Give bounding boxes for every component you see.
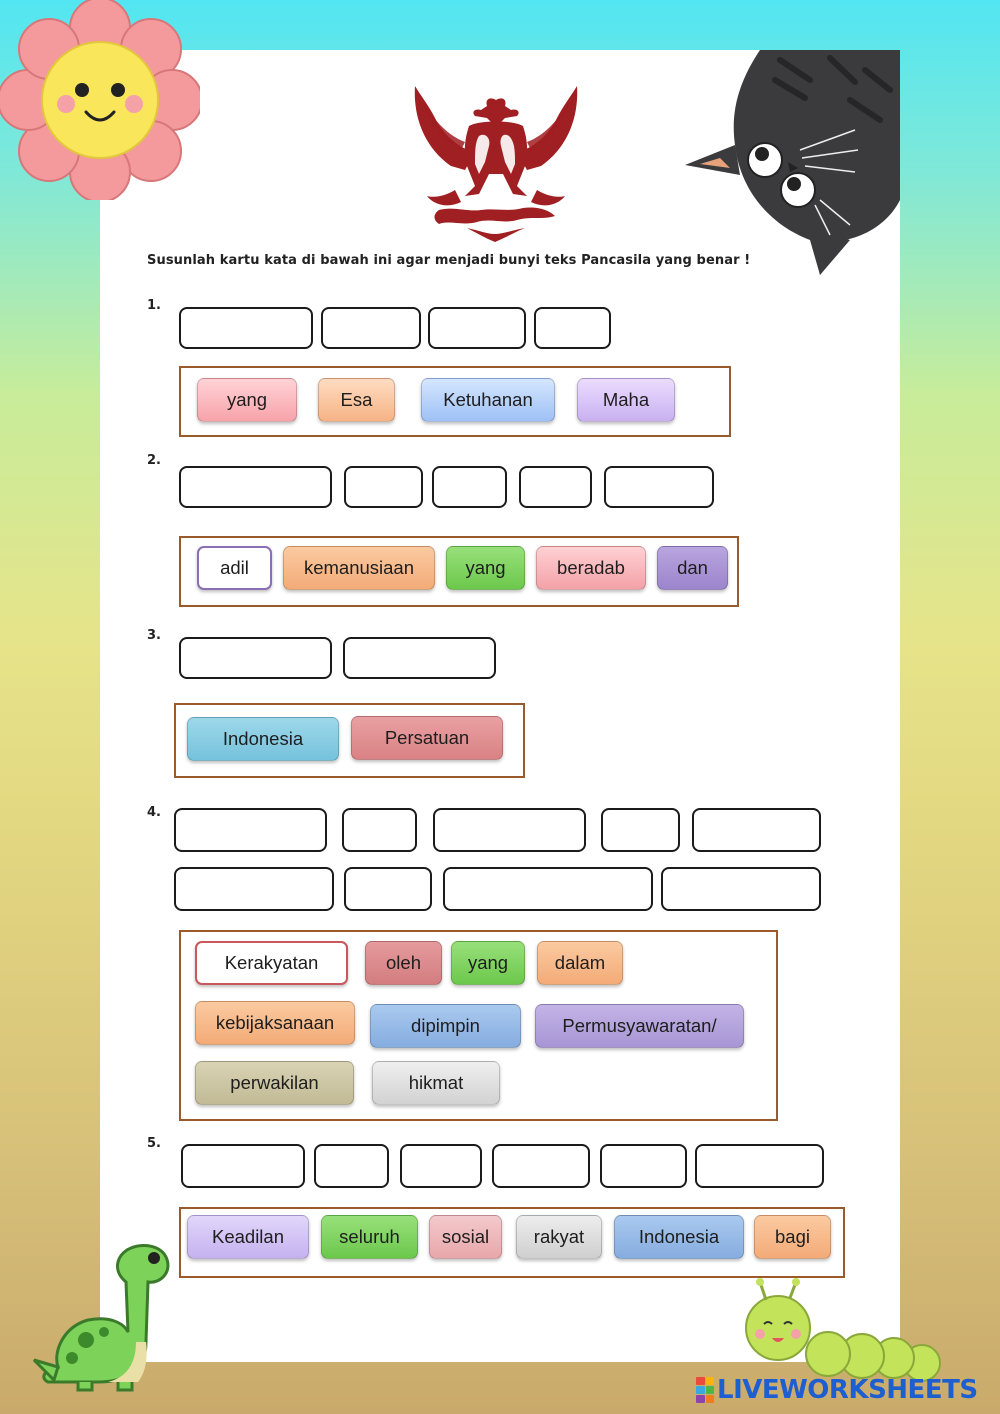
garuda-emblem-icon	[405, 78, 587, 244]
answer-slot[interactable]	[428, 307, 526, 349]
answer-slot[interactable]	[314, 1144, 389, 1188]
answer-slot[interactable]	[604, 466, 714, 508]
answer-slot[interactable]	[343, 637, 496, 679]
logo-tiles-icon	[696, 1377, 714, 1403]
answer-slot[interactable]	[492, 1144, 590, 1188]
word-card[interactable]: Indonesia	[187, 717, 339, 761]
word-card[interactable]: Persatuan	[351, 716, 503, 760]
answer-slot[interactable]	[534, 307, 611, 349]
answer-slot[interactable]	[344, 867, 432, 911]
word-card[interactable]: dipimpin	[370, 1004, 521, 1048]
word-card[interactable]: Ketuhanan	[421, 378, 555, 422]
word-card[interactable]: kebijaksanaan	[195, 1001, 355, 1045]
liveworksheets-logo	[696, 1375, 978, 1405]
answer-slot[interactable]	[519, 466, 592, 508]
answer-slot[interactable]	[400, 1144, 482, 1188]
question-number-2: 2.	[147, 453, 161, 468]
word-card[interactable]: Indonesia	[614, 1215, 744, 1259]
answer-slot[interactable]	[661, 867, 821, 911]
word-card[interactable]: rakyat	[516, 1215, 602, 1259]
cat-icon	[680, 50, 900, 275]
word-card[interactable]: Maha	[577, 378, 675, 422]
word-card[interactable]: Permusyawaratan/	[535, 1004, 744, 1048]
word-card[interactable]: beradab	[536, 546, 646, 590]
word-card[interactable]: yang	[197, 378, 297, 422]
word-card[interactable]: Esa	[318, 378, 395, 422]
word-card[interactable]: hikmat	[372, 1061, 500, 1105]
word-card[interactable]: yang	[451, 941, 525, 985]
answer-slot[interactable]	[179, 637, 332, 679]
answer-slot[interactable]	[433, 808, 586, 852]
word-card[interactable]: perwakilan	[195, 1061, 354, 1105]
answer-slot[interactable]	[600, 1144, 687, 1188]
answer-slot[interactable]	[321, 307, 421, 349]
dinosaur-icon	[28, 1232, 178, 1392]
answer-slot[interactable]	[179, 466, 332, 508]
question-number-1: 1.	[147, 298, 161, 313]
word-card[interactable]: dalam	[537, 941, 623, 985]
question-number-5: 5.	[147, 1136, 161, 1151]
word-card[interactable]: dan	[657, 546, 728, 590]
caterpillar-icon	[742, 1278, 942, 1388]
word-card[interactable]: oleh	[365, 941, 442, 985]
answer-slot[interactable]	[443, 867, 653, 911]
answer-slot[interactable]	[181, 1144, 305, 1188]
answer-slot[interactable]	[174, 808, 327, 852]
question-number-4: 4.	[147, 805, 161, 820]
word-card[interactable]: Kerakyatan	[195, 941, 348, 985]
word-card[interactable]: yang	[446, 546, 525, 590]
answer-slot[interactable]	[342, 808, 417, 852]
answer-slot[interactable]	[344, 466, 423, 508]
answer-slot[interactable]	[601, 808, 680, 852]
answer-slot[interactable]	[695, 1144, 824, 1188]
brand-name: LIVEWORKSHEETS	[717, 1375, 978, 1405]
question-number-3: 3.	[147, 628, 161, 643]
word-card[interactable]: bagi	[754, 1215, 831, 1259]
answer-slot[interactable]	[179, 307, 313, 349]
answer-slot[interactable]	[692, 808, 821, 852]
word-card[interactable]: adil	[197, 546, 272, 590]
word-card[interactable]: sosial	[429, 1215, 502, 1259]
answer-slot[interactable]	[174, 867, 334, 911]
word-card[interactable]: kemanusiaan	[283, 546, 435, 590]
answer-slot[interactable]	[432, 466, 507, 508]
sun-flower-icon	[0, 0, 200, 200]
word-card[interactable]: seluruh	[321, 1215, 418, 1259]
word-card[interactable]: Keadilan	[187, 1215, 309, 1259]
instruction-text: Susunlah kartu kata di bawah ini agar menjadi bunyi teks Pancasila yang benar !	[147, 253, 751, 268]
